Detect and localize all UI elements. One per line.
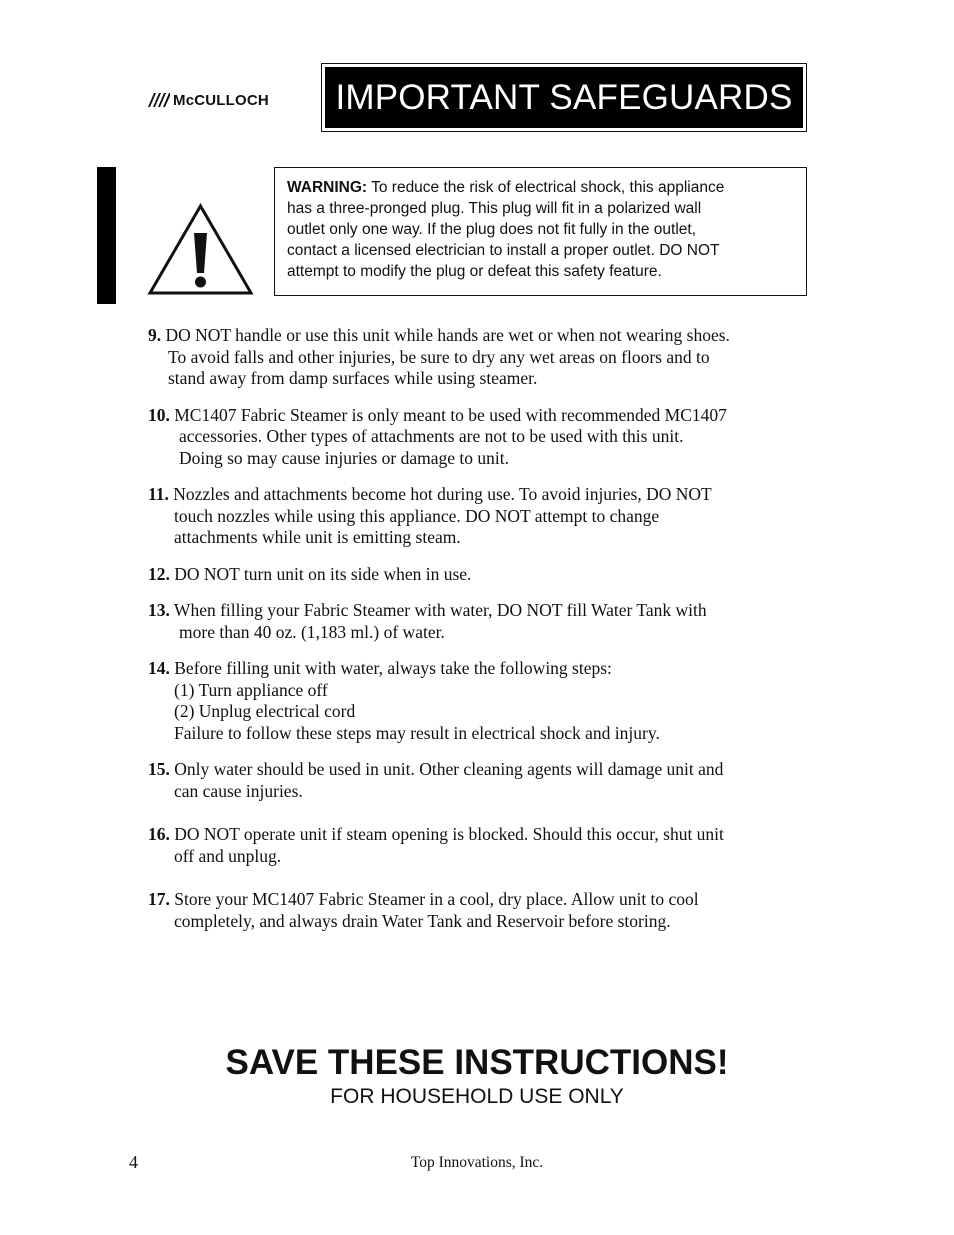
item-text: can cause injuries. <box>174 780 303 801</box>
safeguard-item-15 <box>148 759 808 802</box>
item-text: Before filling unit with water, always take the following steps: <box>169 658 612 678</box>
warning-text-line: contact a licensed electrician to install a proper outlet. DO NOT <box>287 242 720 259</box>
page-title: IMPORTANT SAFEGUARDS <box>325 67 803 128</box>
item-text: Store your MC1407 Fabric Steamer in a cool, dry place. Allow unit to cool <box>169 889 699 909</box>
safeguard-item-12 <box>148 564 808 586</box>
warning-label: WARNING: <box>287 179 368 196</box>
item-text: more than 40 oz. (1,183 ml.) of water. <box>179 621 445 642</box>
section-tab-bar <box>97 167 116 304</box>
safeguard-item-16 <box>148 824 808 867</box>
logo-text: McCULLOCH <box>173 91 269 109</box>
save-instructions-heading: SAVE THESE INSTRUCTIONS! <box>225 1043 729 1082</box>
item-number: 9. <box>148 325 162 345</box>
household-use-subheading: FOR HOUSEHOLD USE ONLY <box>330 1085 624 1108</box>
safeguard-item-9 <box>148 325 808 390</box>
item-text: Doing so may cause injuries or damage to unit. <box>179 447 509 468</box>
item-text: To avoid falls and other injuries, be sure to dry any wet areas on floors and to <box>168 346 710 367</box>
title-box <box>321 63 807 132</box>
item-number: 13. <box>148 600 170 620</box>
footer-company: Top Innovations, Inc. <box>410 1154 544 1171</box>
item-number: 12. <box>148 563 170 584</box>
safeguard-item-11 <box>148 484 808 549</box>
item-number: 11. <box>148 484 169 504</box>
item-text: DO NOT turn unit on its side when in use. <box>169 563 472 584</box>
item-number: 16. <box>148 824 170 844</box>
safeguard-item-14 <box>148 658 808 744</box>
warning-text-line: To reduce the risk of electrical shock, this appliance <box>367 179 725 196</box>
item-number: 10. <box>148 404 170 425</box>
item-text: (2) Unplug electrical cord <box>174 701 356 721</box>
item-text: completely, and always drain Water Tank and Reservoir before storing. <box>174 910 671 931</box>
warning-text-line: attempt to modify the plug or defeat this safety feature. <box>287 263 662 280</box>
item-number: 15. <box>148 759 170 779</box>
item-number: 14. <box>148 658 170 678</box>
item-text: Nozzles and attachments become hot during use. To avoid injuries, DO NOT <box>168 484 712 504</box>
item-number: 17. <box>148 889 170 909</box>
warning-box <box>274 167 807 296</box>
item-text: DO NOT operate unit if steam opening is blocked. Should this occur, shut unit <box>169 824 724 844</box>
safeguard-item-10 <box>148 405 808 470</box>
warning-triangle-icon <box>147 203 254 296</box>
item-text: Failure to follow these steps may result in electrical shock and injury. <box>174 722 660 743</box>
item-text: DO NOT handle or use this unit while hands are wet or when not wearing shoes. <box>161 325 730 345</box>
item-text: Only water should be used in unit. Other cleaning agents will damage unit and <box>169 759 724 779</box>
item-text: (1) Turn appliance off <box>174 679 328 700</box>
item-text: touch nozzles while using this appliance. DO NOT attempt to change <box>174 505 660 526</box>
item-text: When filling your Fabric Steamer with water, DO NOT fill Water Tank with <box>169 600 707 620</box>
item-text: MC1407 Fabric Steamer is only meant to be used with recommended MC1407 <box>169 404 727 425</box>
item-text: accessories. Other types of attachments are not to be used with this unit. <box>179 426 684 446</box>
mcculloch-logo-icon <box>148 93 170 107</box>
safeguard-list <box>148 325 808 947</box>
page-number: 4 <box>129 1152 138 1172</box>
safeguard-item-17 <box>148 889 808 932</box>
item-text: stand away from damp surfaces while using steamer. <box>168 368 538 388</box>
item-text: attachments while unit is emitting steam. <box>174 527 461 547</box>
warning-text-line: outlet only one way. If the plug does not fit fully in the outlet, <box>287 221 696 238</box>
brand-logo <box>148 90 269 110</box>
warning-text-line: has a three-pronged plug. This plug will fit in a polarized wall <box>287 200 702 217</box>
safeguard-item-13 <box>148 600 808 643</box>
item-text: off and unplug. <box>174 845 282 866</box>
